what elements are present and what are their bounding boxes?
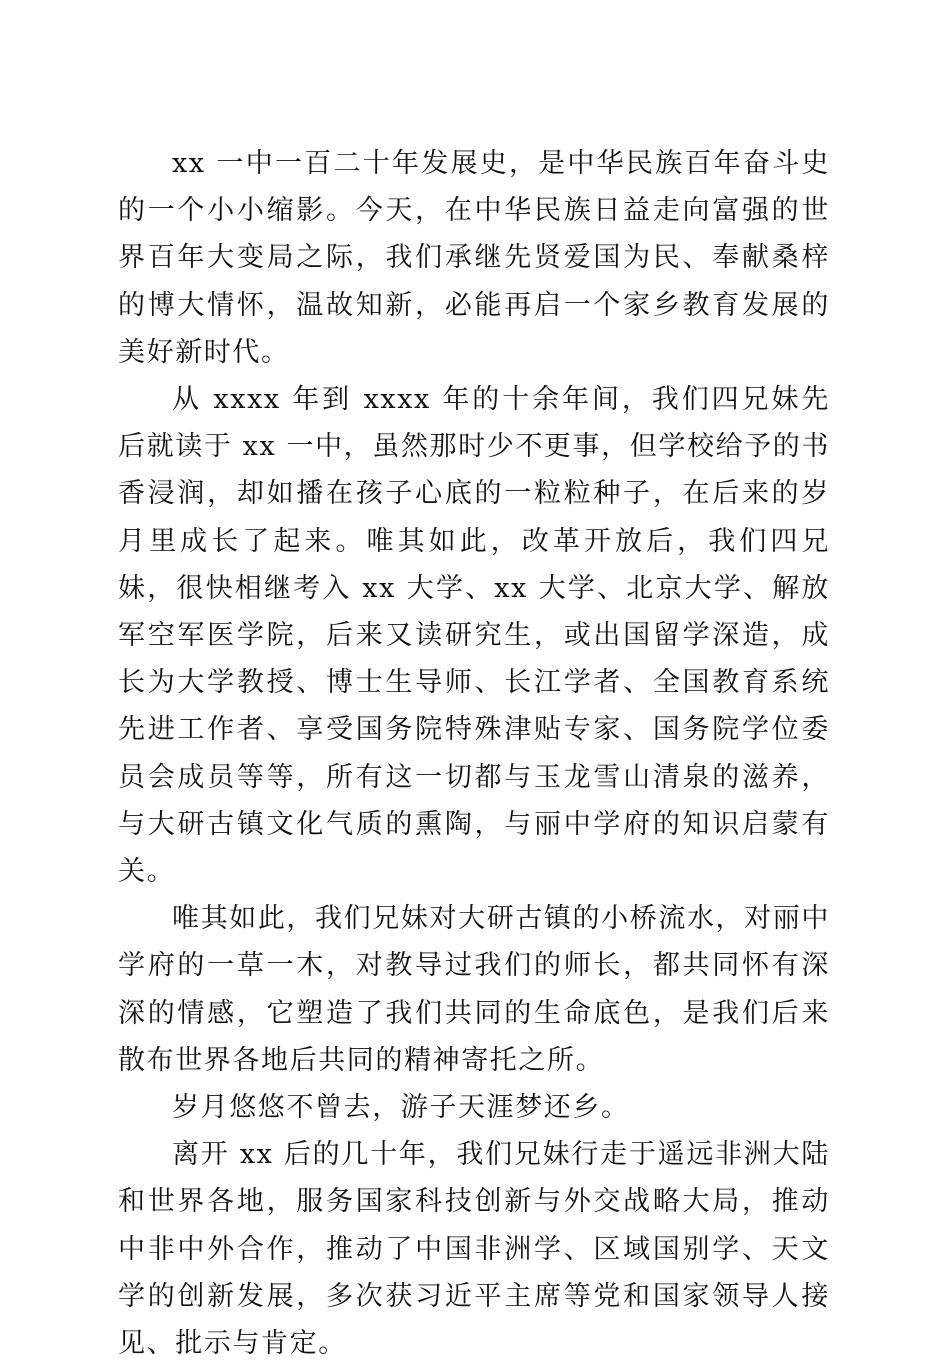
paragraph-5: 离开 xx 后的几十年，我们兄妹行走于遥远非洲大陆和世界各地，服务国家科技创新与外交战略大局，推动中非中外合作，推动了中国非洲学、区域国别学、天文学的创新发展，多次获习近平主席等党和国家领导人接见、批示与肯定。 bbox=[118, 1139, 830, 1360]
paragraph-4: 岁月悠悠不曾去，游子天涯梦还乡。 bbox=[172, 1092, 630, 1124]
paragraph-3: 唯其如此，我们兄妹对大研古镇的小桥流水，对丽中学府的一草一木，对教导过我们的师长，都共同怀有深深的情感，它塑造了我们共同的生命底色，是我们后来散布世界各地后共同的精神寄托之所。 bbox=[118, 903, 830, 1076]
paragraph-2: 从 xxxx 年到 xxxx 年的十余年间，我们四兄妹先后就读于 xx 一中，虽然那时少不更事，但学校给予的书香浸润，却如播在孩子心底的一粒粒种子，在后来的岁月里成长了起来。唯其如此，改革开放后，我们四兄妹，很快相继考入 xx 大学、xx 大学、北京大学、解放军空军医学院，后来又读研究生，或出国留学深造，成长为大学教授、博士生导师、长江学者、全国教育系统先进工作者、享受国务院特殊津贴专家、国务院学位委员会成员等等，所有这一切都与玉龙雪山清泉的滋养，与大研古镇文化气质的熏陶，与丽中学府的知识启蒙有关。 bbox=[118, 384, 830, 888]
document-body bbox=[118, 140, 830, 1367]
paragraph-1: xx 一中一百二十年发展史，是中华民族百年奋斗史的一个小小缩影。今天，在中华民族日益走向富强的世界百年大变局之际，我们承继先贤爱国为民、奉献桑梓的博大情怀，温故知新，必能再启一个家乡教育发展的美好新时代。 bbox=[118, 148, 830, 368]
